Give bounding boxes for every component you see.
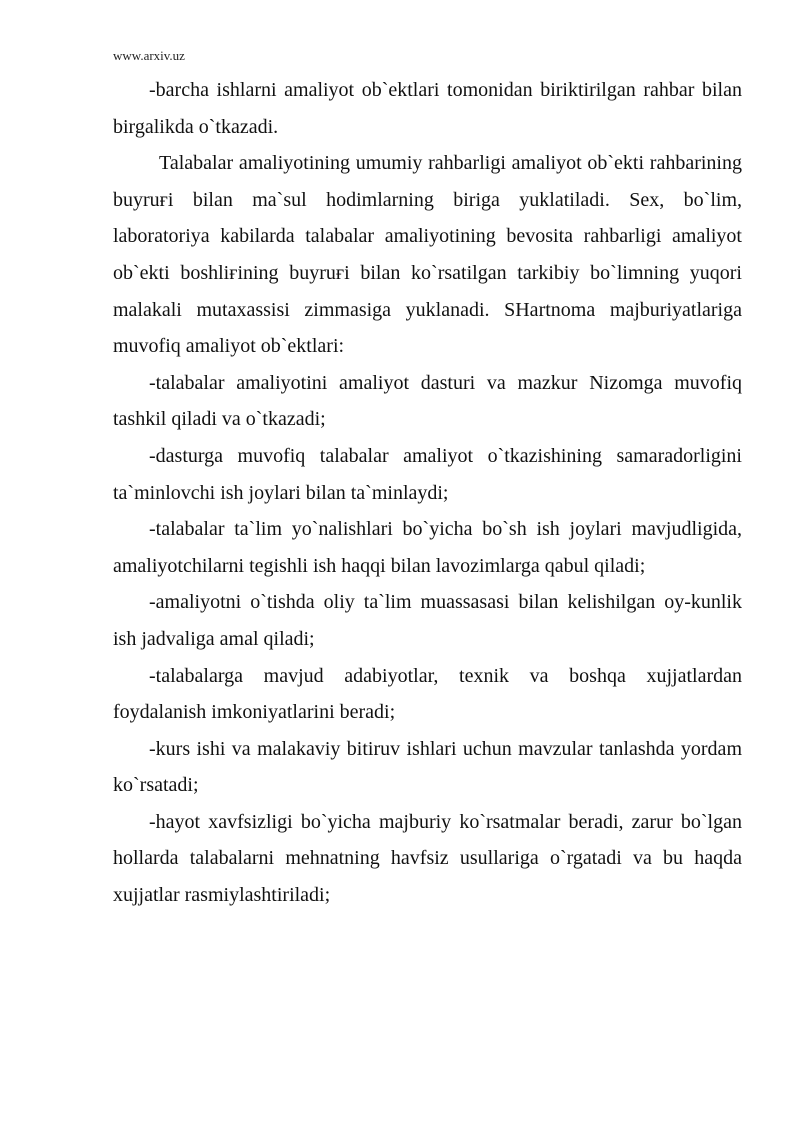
paragraph: -kurs ishi va malakaviy bitiruv ishlari uchun mavzular tanlashda yordam ko`rsatadi; [113, 737, 742, 797]
paragraph: -barcha ishlarni amaliyot ob`ektlari tomonidan biriktirilgan rahbar bilan birgalikda o`tkazadi. [113, 79, 742, 138]
site-header: www.arxiv.uz [113, 48, 185, 63]
paragraph: Talabalar amaliyotining umumiy rahbarligi amaliyot ob`ekti rahbarining buyruғi bilan ma`sul hodimlarning biriga yuklatiladi. Sex, bo`lim, laboratoriya kabilarda talabalar amaliyotining bevosita rahbarligi amaliyot ob`ekti boshliғining buyruғi bilan ko`rsatilgan tarkibiy bo`limning yuqori malakali mutaxassisi zimmasiga yuklanadi. SHartnoma majburiyatlariga muvofiq amaliyot ob`ektlari: [113, 152, 742, 358]
paragraph: -talabalar ta`lim yo`nalishlari bo`yicha bo`sh ish joylari mavjudligida, amaliyotchilarni tegishli ish haqqi bilan lavozimlarga qabul qiladi; [113, 518, 742, 577]
document-body [113, 72, 742, 914]
paragraph: -dasturga muvofiq talabalar amaliyot o`tkazishining samaradorligini ta`minlovchi ish joylari bilan ta`minlaydi; [113, 444, 742, 504]
paragraph: -talabalar amaliyotini amaliyot dasturi va mazkur Nizomga muvofiq tashkil qiladi va o`tkazadi; [113, 371, 742, 431]
paragraph: -hayot xavfsizligi bo`yicha majburiy ko`rsatmalar beradi, zarur bo`lgan hollarda talabalarni mehnatning havfsiz usullariga o`rgatadi va bu haqda xujjatlar rasmiylashtiriladi; [113, 810, 742, 907]
paragraph: -talabalarga mavjud adabiyotlar, texnik va boshqa xujjatlardan foydalanish imkoniyatlarini beradi; [113, 664, 742, 724]
paragraph: -amaliyotni o`tishda oliy ta`lim muassasasi bilan kelishilgan oy-kunlik ish jadvaliga amal qiladi; [113, 591, 742, 650]
